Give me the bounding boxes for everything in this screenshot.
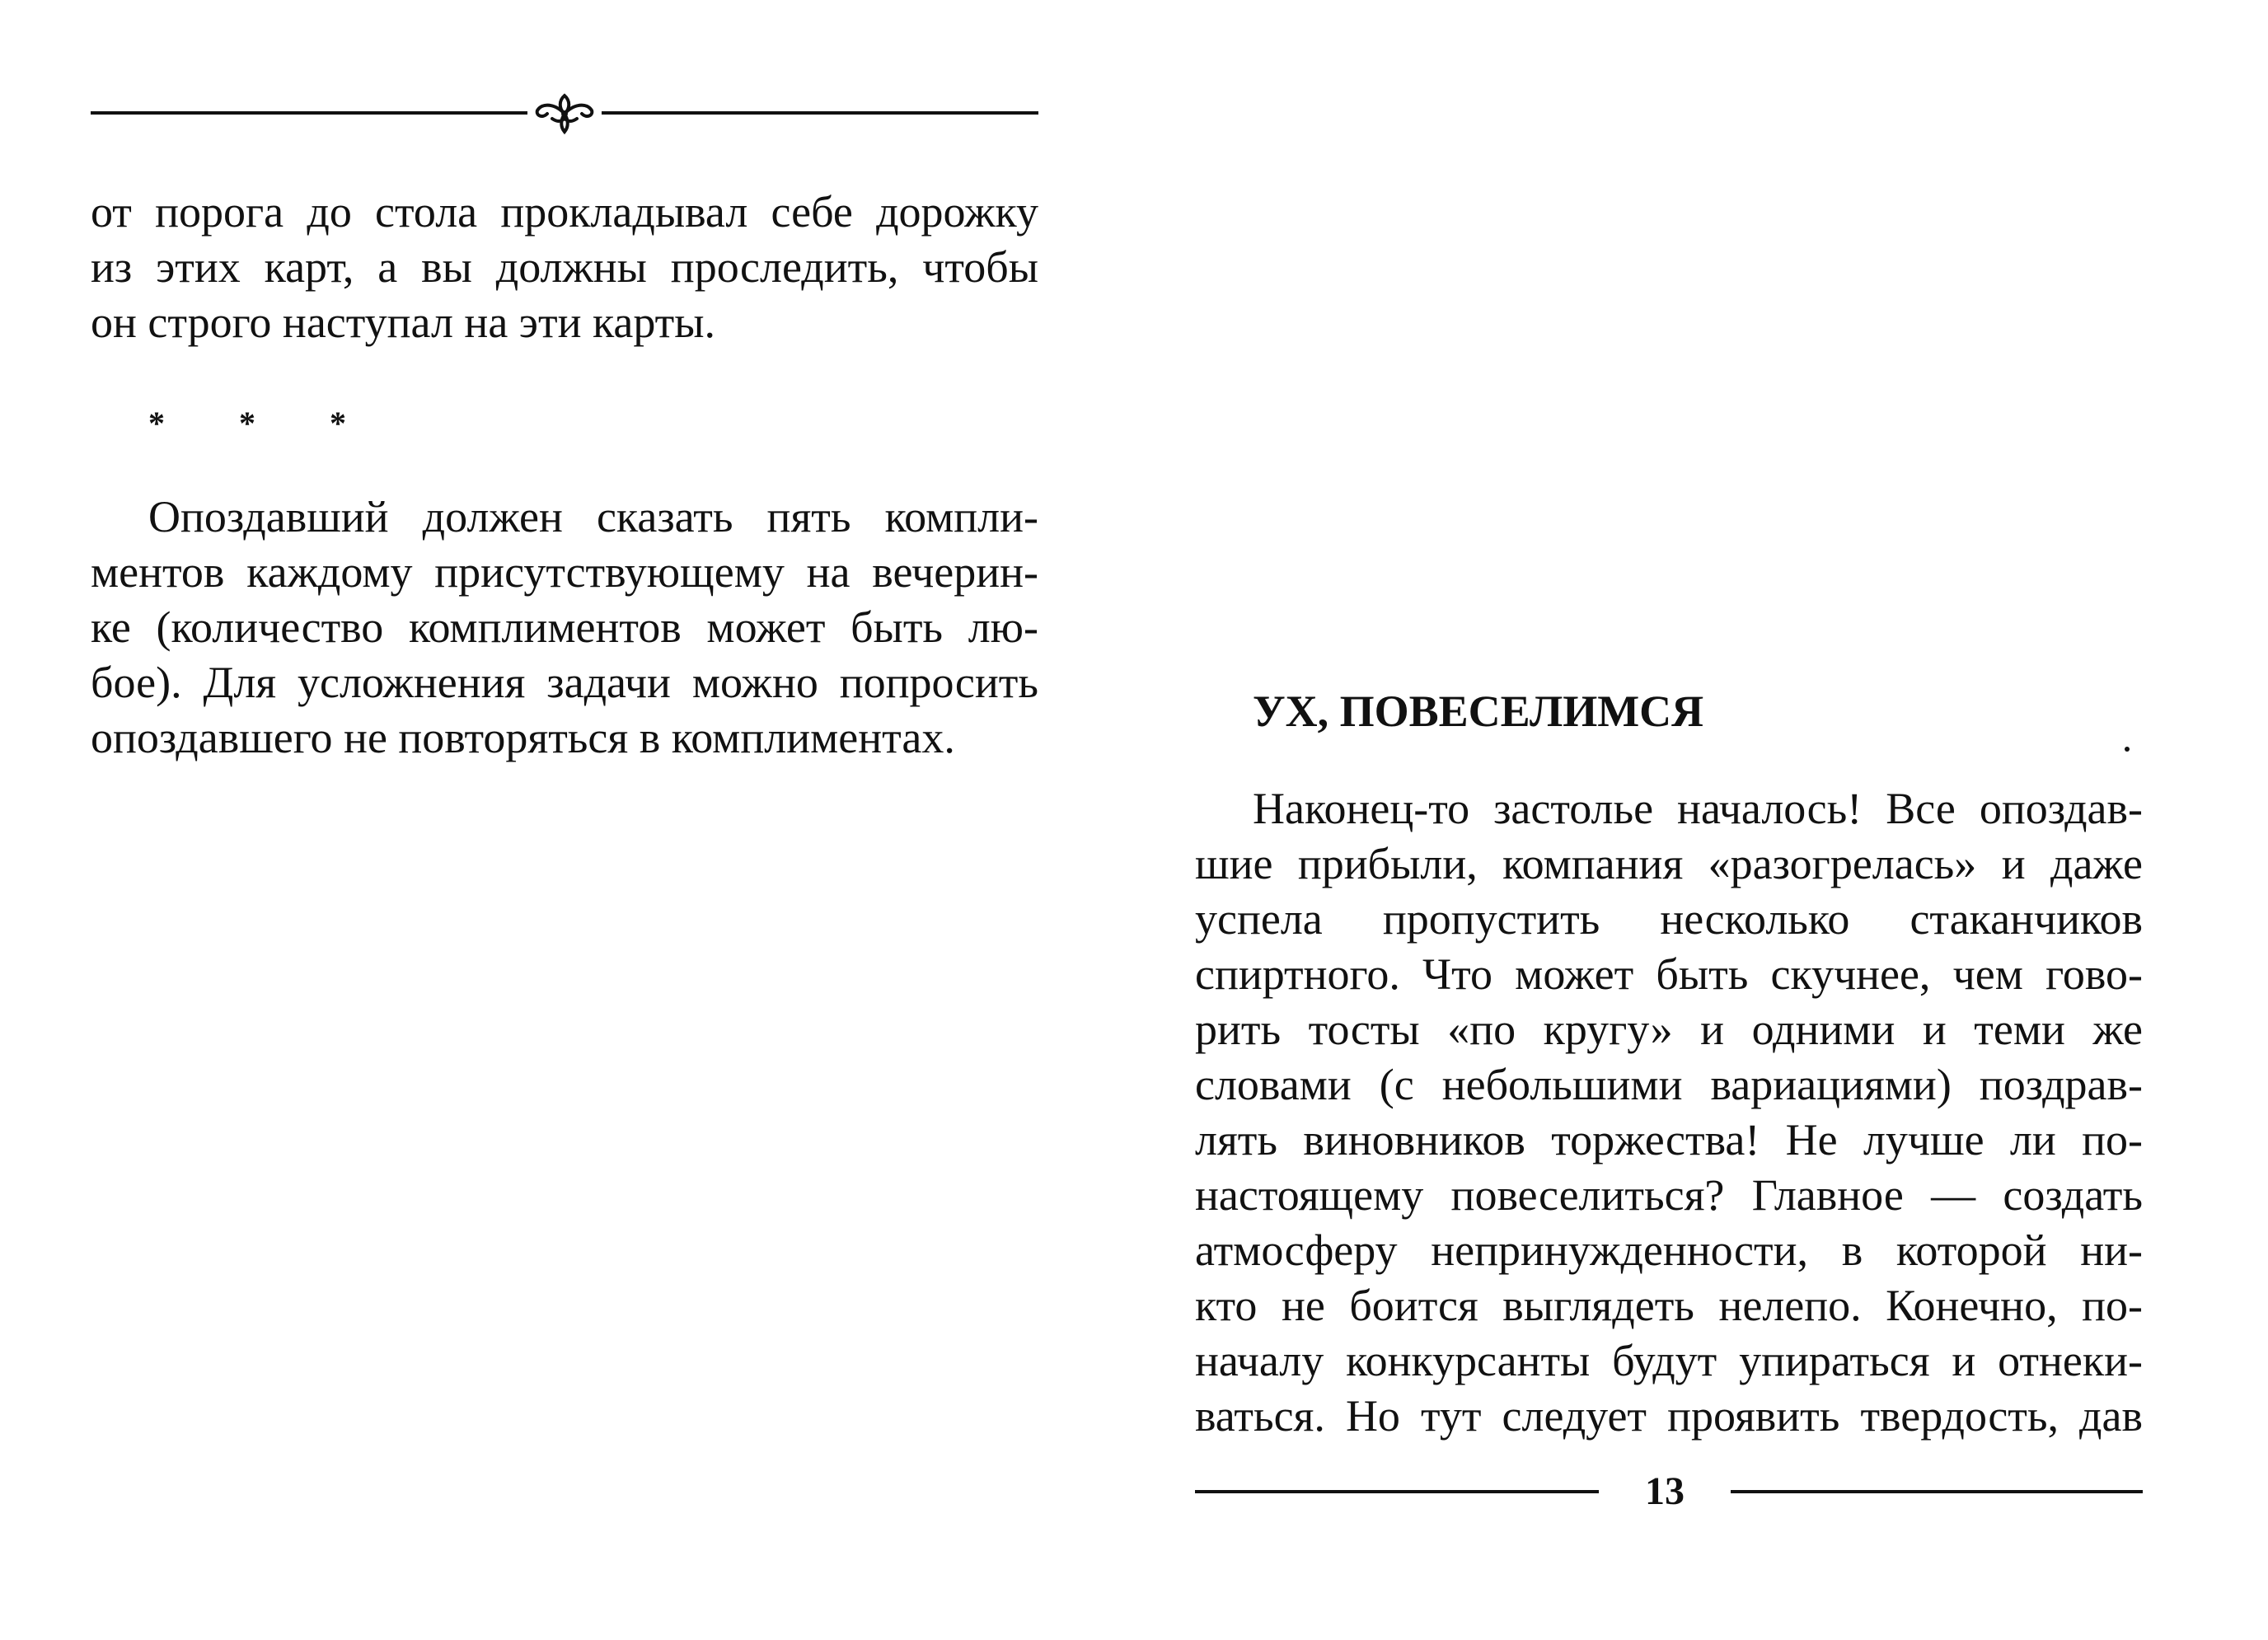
- print-speck: [2125, 747, 2130, 752]
- text-line: ке (количество комплиментов может быть лю-: [91, 602, 1038, 652]
- page-footer: [1195, 1467, 2143, 1516]
- text-line: из этих карт, а вы должны проследить, чтобы: [91, 242, 1038, 292]
- text-line: лять виновников торжества! Не лучше ли по-: [1195, 1115, 2143, 1164]
- section-separator: * * *: [148, 405, 379, 442]
- paragraph-continuation: [91, 185, 1038, 350]
- header-ornament-rule: [91, 89, 1038, 138]
- paragraph-latecomer: [91, 490, 1038, 766]
- text-line: Опоздавший должен сказать пять компли-: [148, 492, 1038, 541]
- page-number: 13: [1645, 1469, 1685, 1513]
- text-line: успела пропустить несколько стаканчиков: [1195, 894, 2143, 944]
- text-line: от порога до стола прокладывал себе дорожку: [91, 187, 1038, 237]
- paragraph-party: [1195, 781, 2143, 1444]
- footer-rule-left: [1195, 1490, 1599, 1493]
- text-line: бое). Для усложнения задачи можно попросить: [91, 658, 1038, 707]
- text-line: словами (с небольшими вариациями) поздрав-: [1195, 1060, 2143, 1109]
- text-line: Наконец-то застолье началось! Все опоздав-: [1253, 784, 2143, 833]
- floral-ornament-icon: [527, 89, 602, 138]
- text-line: кто не боится выглядеть нелепо. Конечно, по-: [1195, 1281, 2143, 1330]
- text-line: рить тосты «по кругу» и одними и теми же: [1195, 1005, 2143, 1054]
- text-line: настоящему повеселиться? Главное — создать: [1195, 1170, 2143, 1220]
- text-line: спиртного. Что может быть скучнее, чем гово-: [1195, 949, 2143, 999]
- section-heading: УХ, ПОВЕСЕЛИМСЯ: [1253, 686, 1704, 736]
- text-line: ваться. Но тут следует проявить твердость, дав: [1195, 1391, 2143, 1441]
- text-line: шие прибыли, компания «разогрелась» и даже: [1195, 839, 2143, 888]
- footer-rule-right: [1731, 1490, 2143, 1493]
- text-line: ментов каждому присутствующему на вечерин-: [91, 547, 1038, 597]
- ornament-line-left: [91, 111, 527, 115]
- text-line: атмосферу непринужденности, в которой ни-: [1195, 1225, 2143, 1275]
- ornament-line-right: [602, 111, 1038, 115]
- text-line: опоздавшего не повторяться в комплиментах.: [91, 713, 955, 762]
- text-line: началу конкурсанты будут упираться и отнеки-: [1195, 1336, 2143, 1385]
- text-line: он строго наступал на эти карты.: [91, 298, 716, 347]
